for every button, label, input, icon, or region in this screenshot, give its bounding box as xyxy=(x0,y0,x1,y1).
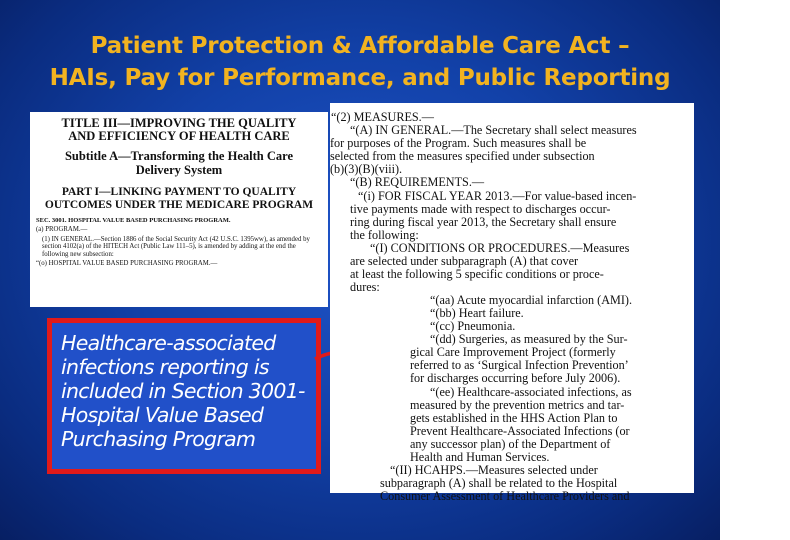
doc-line: any successor plan) of the Department of xyxy=(410,437,611,451)
doc-line: for discharges occurring before July 2006). xyxy=(410,371,621,385)
doc-line: at least the following 5 specific conditions or proce- xyxy=(350,267,604,281)
doc-line: gical Care Improvement Project (formerly xyxy=(410,345,616,359)
program-line: (a) PROGRAM.— xyxy=(36,226,88,233)
doc-line: measured by the prevention metrics and tar- xyxy=(410,398,625,412)
subtitle-a-line-2: Delivery System xyxy=(135,163,223,177)
requirements-heading: “(B) REQUIREMENTS.— xyxy=(350,175,485,189)
callout-text: Healthcare-associated infections reporting is included in Section 3001- Hospital Value Based Purchasing Program xyxy=(61,331,305,451)
part-i-heading xyxy=(30,186,328,212)
doc-line: “(i) FOR FISCAL YEAR 2013.—For value-based incen- xyxy=(358,189,637,203)
doc-line: ring during fiscal year 2013, the Secretary shall ensure xyxy=(350,215,617,229)
doc-line: Health and Human Services. xyxy=(410,450,550,464)
measures-heading: “(2) MEASURES.— xyxy=(331,110,434,124)
list-item-bb: “(bb) Heart failure. xyxy=(430,306,524,320)
list-item-dd: “(dd) Surgeries, as measured by the Sur- xyxy=(430,332,628,346)
doc-line: Consumer Assessment of Healthcare Providers and xyxy=(380,489,630,503)
part-i-line-1: PART I—LINKING PAYMENT TO QUALITY xyxy=(61,186,297,198)
doc-line: (b)(3)(B)(viii). xyxy=(330,162,403,176)
title-line-1: Patient Protection & Affordable Care Act – xyxy=(90,33,630,59)
doc-line: dures: xyxy=(350,280,380,294)
statute-excerpt-left xyxy=(30,112,328,307)
doc-line: Prevent Healthcare-Associated Infections (or xyxy=(410,424,630,438)
conditions-heading: “(I) CONDITIONS OR PROCEDURES.—Measures xyxy=(370,241,630,255)
doc-line: referred to as ‘Surgical Infection Prevention’ xyxy=(410,358,629,372)
doc-line: are selected under subparagraph (A) that cover xyxy=(350,254,579,268)
title-iii-line-2: AND EFFICIENCY OF HEALTH CARE xyxy=(68,129,290,143)
section-3001-heading: SEC. 3001. HOSPITAL VALUE BASED PURCHASING PROGRAM. xyxy=(36,217,231,224)
hcahps-heading: “(II) HCAHPS.—Measures selected under xyxy=(390,463,598,477)
title-iii-line-1: TITLE III—IMPROVING THE QUALITY xyxy=(61,116,297,130)
title-line-2: HAIs, Pay for Performance, and Public Reporting xyxy=(49,65,671,91)
doc-line: “(A) IN GENERAL.—The Secretary shall select measures xyxy=(350,123,637,137)
doc-line: selected from the measures specified under subsection xyxy=(330,149,595,163)
doc-line: the following: xyxy=(350,228,419,242)
list-item-ee: “(ee) Healthcare-associated infections, as xyxy=(430,385,632,399)
list-item-cc: “(cc) Pneumonia. xyxy=(430,319,516,333)
statute-excerpt-right xyxy=(330,103,694,503)
callout-box xyxy=(47,318,321,474)
doc-line: subparagraph (A) shall be related to the Hospital xyxy=(380,476,618,490)
doc-line: gets established in the HHS Action Plan to xyxy=(410,411,618,425)
slide-title xyxy=(0,30,720,94)
subtitle-a-heading xyxy=(30,149,328,177)
doc-line: for purposes of the Program. Such measures shall be xyxy=(330,136,587,150)
doc-line: tive payments made with respect to discharges occur- xyxy=(350,202,611,216)
list-item-aa: “(aa) Acute myocardial infarction (AMI). xyxy=(430,293,633,307)
in-general-paragraph: (1) IN GENERAL.—Section 1886 of the Social Security Act (42 U.S.C. 1395ww), as amended by section 4102(a) of the HITECH Act (Public Law 111–5), is amended by adding at the end the following new subsection: xyxy=(42,235,310,258)
title-iii-heading xyxy=(30,117,328,143)
part-i-line-2: OUTCOMES UNDER THE MEDICARE PROGRAM xyxy=(44,199,314,211)
subsection-o-line: “(o) HOSPITAL VALUE BASED PURCHASING PROGRAM.— xyxy=(36,260,218,268)
subtitle-a-line-1: Subtitle A—Transforming the Health Care xyxy=(64,149,293,163)
